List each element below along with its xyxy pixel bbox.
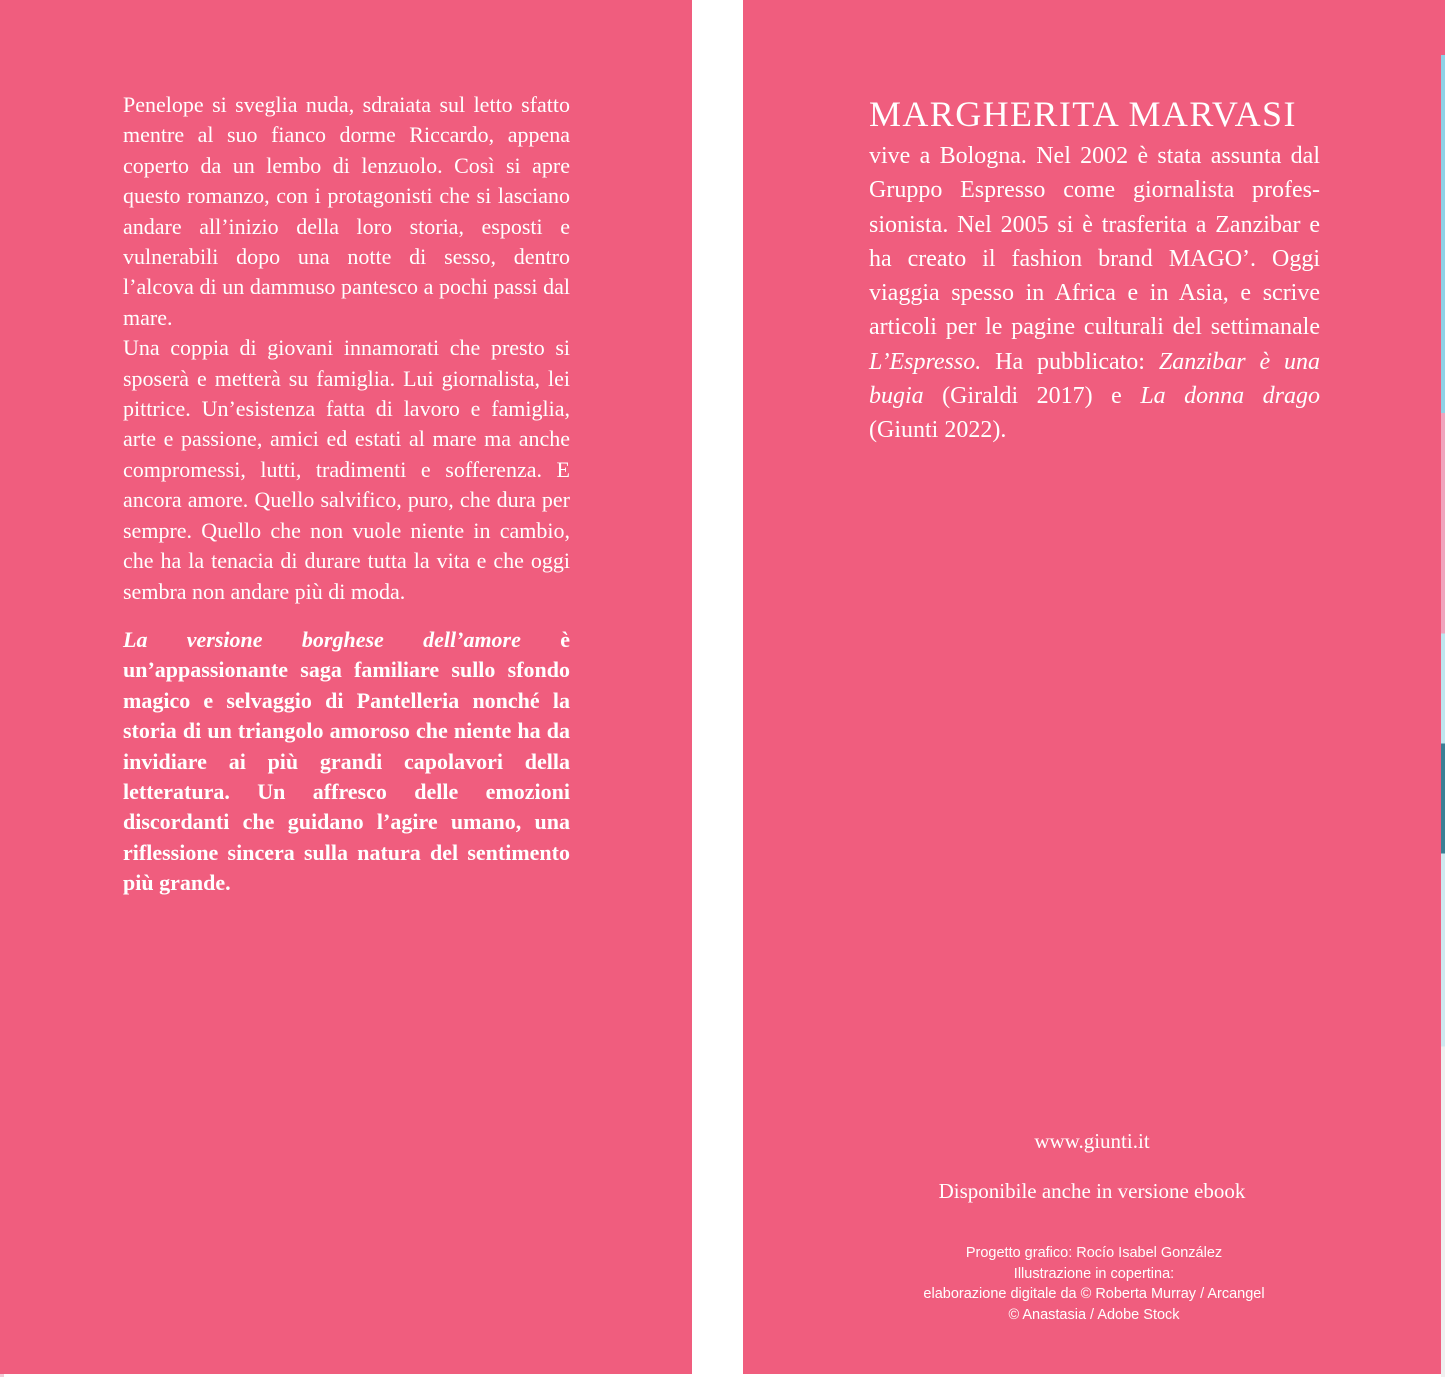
credits-line: Illustrazione in copertina: <box>1013 1265 1175 1282</box>
back-cover-text <box>123 90 570 899</box>
right-edge-strip <box>1441 0 1445 1377</box>
italic-run: Zanzibar è una bugia <box>869 348 1320 410</box>
text-run: Una coppia di giovani innamorati che presto si sposerà e metterà su famiglia. Lui giornalista, lei pittrice. Un’esistenza fatta di lavoro e famiglia, arte e passione, amici ed estati al mare ma anche compromessi, lutti, tradimenti e sofferenza. E ancora amore. Quello salvifico, puro, che dura per sempre. Quello che non vuole niente in cambio, che ha la tenacia di durare tutta la vita e che oggi sembra non andare più di moda. <box>123 335 570 604</box>
credits-line: © Anastasia / Adobe Stock <box>1008 1307 1180 1324</box>
synopsis-paragraph-1 <box>123 90 570 333</box>
publisher-website: www.giunti.it <box>1034 1129 1150 1153</box>
text-run: (Giraldi 2017) e <box>923 383 1141 410</box>
back-cover-panel <box>0 0 692 1374</box>
credits-block <box>743 1243 1445 1326</box>
paragraph-spacer <box>123 607 570 625</box>
italic-run: L’Espresso. <box>869 348 982 375</box>
credits-line: Progetto grafico: Rocío Isabel González <box>965 1245 1223 1261</box>
synopsis-paragraph-2 <box>123 333 570 607</box>
author-name: MARGHERITA MARVASI <box>869 94 1297 134</box>
text-run: Penelope si sveglia nuda, sdraiata sul letto sfatto mentre al suo fianco dorme Riccardo, appena coperto da un lembo di lenzuolo. Così si apre questo romanzo, con i protagonisti che si lasciano andare all’inizio della loro storia, esposti e vulnerabili dopo una notte di sesso, dentro l’alcova di un dammuso pantesco a pochi passi dal mare. <box>123 92 570 330</box>
front-flap-panel <box>743 0 1441 1374</box>
ebook-note: Disponibile anche in versione ebook <box>938 1179 1246 1203</box>
credits-line: elaborazione digitale da © Roberta Murray / Arcangel <box>923 1286 1265 1303</box>
author-bio <box>869 139 1320 448</box>
italic-run: La donna drago <box>1140 383 1321 410</box>
text-run: Ha pubblicato: <box>981 348 1159 375</box>
author-bio-text <box>869 139 1320 448</box>
synopsis-paragraph-3 <box>123 625 570 899</box>
text-run: (Giunti 2022). <box>869 417 1007 444</box>
text-run: è un’appassionante saga familiare sullo sfondo magico e selvaggio di Pantelleria nonché la storia di un triangolo amoroso che niente ha da invidiare ai più grandi capolavori della letteratura. Un affresco delle emozioni discordanti che guidano l’agire umano, una riflessione sincera sulla natura del sentimento più grande. <box>123 626 570 896</box>
text-run: vive a Bologna. Nel 2002 è stata assunta dal Gruppo Espresso come giornalista professionista. Nel 2005 si è trasferita a Zanzibar e ha creato il fashion brand MAGO’. Oggi viaggia spesso in Africa e in Asia, e scrive articoli per le pagine culturali del settimanale <box>869 143 1320 341</box>
italic-run: La versione borghese dell’amore <box>123 626 521 652</box>
